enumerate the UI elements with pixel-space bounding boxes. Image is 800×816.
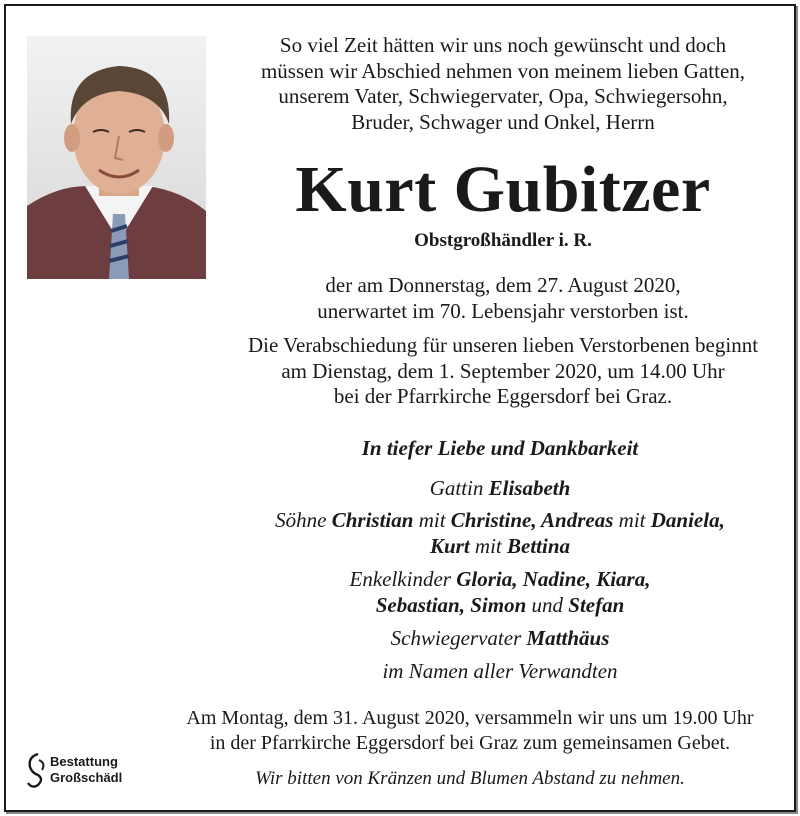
relatives-line: im Namen aller Verwandten — [382, 659, 618, 683]
intro-line: So viel Zeit hätten wir uns noch gewünscht und doch — [279, 33, 727, 57]
son-name: Kurt — [429, 534, 470, 558]
gathering-line: in der Pfarrkirche Eggersdorf bei Graz zum gemeinsamen Gebet. — [209, 732, 731, 754]
intro-line: müssen wir Abschied nehmen von meinem lieben Gatten, — [260, 58, 746, 83]
deceased-title: Obstgroßhändler i. R. — [414, 230, 592, 251]
intro-line: unserem Vater, Schwiegervater, Opa, Schwiegersohn, — [278, 84, 728, 108]
family-father-in-law-line — [200, 625, 800, 652]
family-sons-line-2 — [200, 533, 800, 560]
and-word: und — [531, 593, 564, 617]
father-in-law-name: Matthäus — [526, 626, 610, 650]
wife-name: Elisabeth — [488, 476, 571, 500]
logo-icon — [24, 751, 48, 791]
intro-text — [206, 33, 800, 135]
love-line: In tiefer Liebe und Dankbarkeit — [361, 436, 639, 460]
funeral-home-logo — [24, 751, 154, 791]
farewell-text — [206, 333, 800, 410]
flowers-note: Wir bitten von Kränzen und Blumen Abstand zu nehmen. — [255, 768, 685, 789]
logo-line-2: Großschädl — [50, 770, 123, 785]
wife-label: Gattin — [429, 476, 484, 500]
with-word: mit — [418, 508, 446, 532]
family-grandkids-line-2 — [200, 592, 800, 619]
family-grandkids-line — [200, 566, 800, 593]
portrait-photo — [27, 36, 206, 279]
with-word: mit — [474, 534, 502, 558]
deceased-name: Kurt Gubitzer — [295, 153, 711, 226]
death-line: der am Donnerstag, dem 27. August 2020, — [325, 273, 681, 297]
partner-name: Daniela, — [650, 508, 725, 532]
father-in-law-label: Schwiegervater — [390, 626, 522, 650]
farewell-line: am Dienstag, dem 1. September 2020, um 14.00 Uhr — [281, 358, 725, 383]
death-line: unerwartet im 70. Lebensjahr verstorben ist. — [317, 298, 689, 323]
partner-name: Bettina — [507, 534, 571, 558]
with-word: mit — [618, 508, 646, 532]
gathering-text — [140, 706, 800, 756]
logo-line-1: Bestattung — [50, 754, 118, 769]
son-name: Christian — [331, 508, 414, 532]
partner-names: Christine, Andreas — [450, 508, 614, 532]
farewell-line: bei der Pfarrkirche Eggersdorf bei Graz. — [333, 384, 673, 408]
portrait-illustration — [27, 36, 206, 279]
grandkids-names: Gloria, Nadine, Kiara, — [456, 567, 651, 591]
family-wife-line — [200, 475, 800, 502]
intro-line: Bruder, Schwager und Onkel, Herrn — [351, 109, 655, 134]
grandkids-names: Sebastian, Simon — [375, 593, 527, 617]
family-sons-line — [200, 507, 800, 534]
grandkids-label: Enkelkinder — [349, 567, 451, 591]
sons-label: Söhne — [275, 508, 327, 532]
grandkid-name: Stefan — [568, 593, 625, 617]
gathering-line: Am Montag, dem 31. August 2020, versammeln wir uns um 19.00 Uhr — [186, 707, 754, 729]
farewell-line: Die Verabschiedung für unseren lieben Verstorbenen beginnt — [247, 333, 759, 357]
death-text — [206, 273, 800, 324]
